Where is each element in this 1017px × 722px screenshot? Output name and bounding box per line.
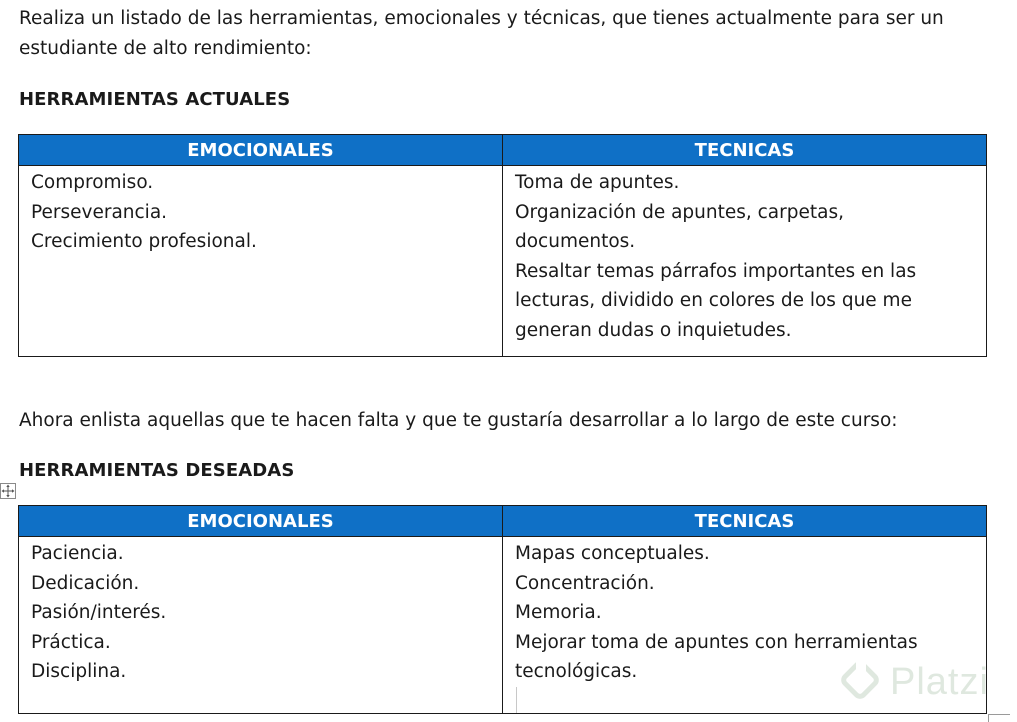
section-heading-current: HERRAMIENTAS ACTUALES bbox=[19, 89, 291, 110]
list-item: Resaltar temas párrafos importantes en las bbox=[515, 260, 917, 282]
list-item: Dedicación. bbox=[31, 572, 140, 594]
list-item: lecturas, dividido en colores de los que me bbox=[515, 290, 912, 312]
list-item: Mapas conceptuales. bbox=[515, 543, 710, 564]
list-item: Crecimiento profesional. bbox=[31, 231, 257, 253]
text-cursor bbox=[516, 687, 517, 713]
current-tools-table bbox=[18, 134, 987, 357]
list-item: Mejorar toma de apuntes con herramientas bbox=[515, 631, 918, 653]
current-technical-cell[interactable] bbox=[503, 166, 987, 357]
list-item: Compromiso. bbox=[31, 172, 154, 193]
platzi-watermark bbox=[838, 658, 989, 706]
list-item: Disciplina. bbox=[31, 661, 127, 683]
list-item: Concentración. bbox=[515, 572, 655, 594]
watermark-brand: Platzi bbox=[890, 660, 989, 703]
desired-emotional-cell[interactable] bbox=[19, 537, 503, 714]
list-item: Toma de apuntes. bbox=[515, 172, 680, 193]
current-emotional-cell[interactable] bbox=[19, 166, 503, 357]
list-item: Práctica. bbox=[31, 631, 111, 653]
desired-emotional-header: EMOCIONALES bbox=[19, 506, 503, 537]
list-item: generan dudas o inquietudes. bbox=[515, 319, 792, 341]
section-heading-desired: HERRAMIENTAS DESEADAS bbox=[19, 460, 295, 481]
list-item: Paciencia. bbox=[31, 543, 124, 564]
current-technical-header: TECNICAS bbox=[503, 135, 987, 166]
current-emotional-header: EMOCIONALES bbox=[19, 135, 503, 166]
list-item: documentos. bbox=[515, 231, 636, 253]
list-item: Organización de apuntes, carpetas, bbox=[515, 201, 844, 223]
intro-line-1: Realiza un listado de las herramientas, emocionales y técnicas, que tienes actualmente para ser un bbox=[19, 8, 944, 29]
intro-line-2: estudiante de alto rendimiento: bbox=[19, 38, 312, 59]
list-item: tecnológicas. bbox=[515, 661, 638, 683]
table-move-handle-icon[interactable] bbox=[0, 483, 16, 499]
desired-technical-header: TECNICAS bbox=[503, 506, 987, 537]
list-item: Perseverancia. bbox=[31, 201, 168, 223]
list-item: Pasión/interés. bbox=[31, 602, 167, 624]
platzi-logo-icon bbox=[838, 658, 882, 706]
list-item: Memoria. bbox=[515, 602, 602, 624]
prompt-desired: Ahora enlista aquellas que te hacen falta y que te gustaría desarrollar a lo largo de este curso: bbox=[19, 410, 898, 431]
